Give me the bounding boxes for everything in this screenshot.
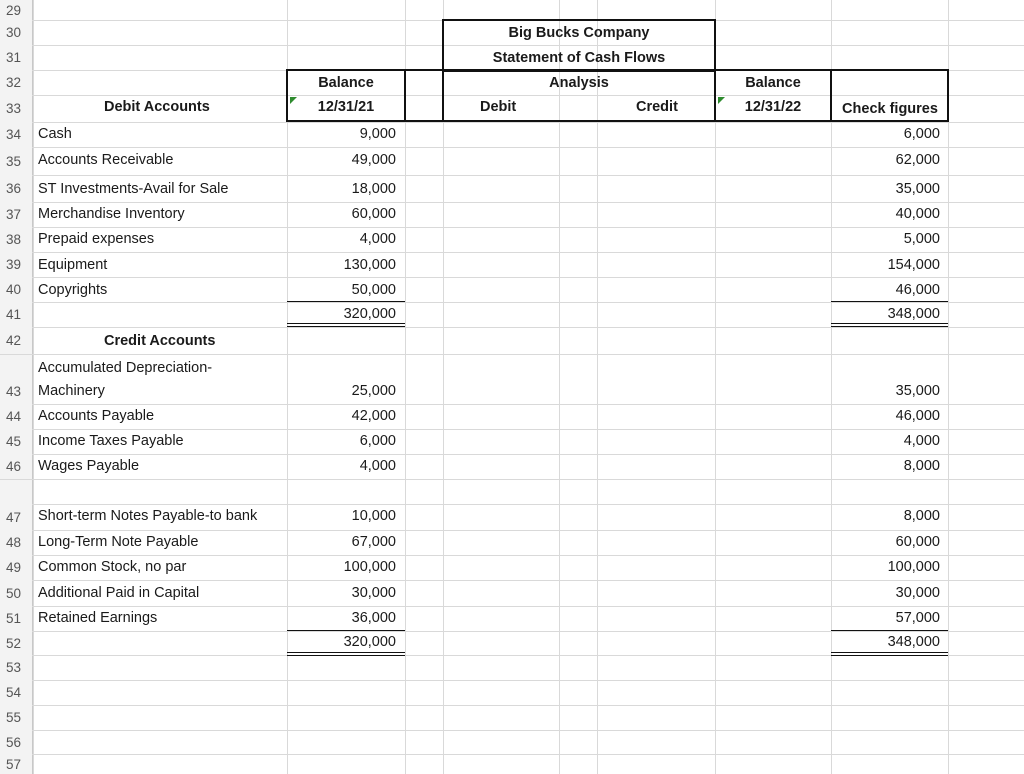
row-number[interactable]: 53 (0, 655, 32, 680)
row-number[interactable]: 56 (0, 730, 32, 754)
total-double-underline (831, 652, 948, 656)
row-number[interactable]: 50 (0, 580, 32, 606)
row-number[interactable]: 55 (0, 705, 32, 730)
row-number[interactable]: 43 (0, 379, 32, 404)
date-21-heading[interactable]: 12/31/21 (317, 99, 375, 115)
row-number[interactable]: 41 (0, 302, 32, 327)
balance-22-heading[interactable]: Balance (745, 75, 801, 91)
check-figure-value[interactable]: 46,000 (895, 282, 940, 298)
row-number[interactable]: 44 (0, 404, 32, 429)
account-name[interactable]: ST Investments-Avail for Sale (38, 181, 229, 197)
row-number[interactable]: 33 (0, 95, 32, 122)
balance-21-value[interactable]: 30,000 (351, 585, 396, 601)
balance-21-value[interactable]: 36,000 (351, 610, 396, 626)
check-figure-value[interactable]: 8,000 (903, 458, 940, 474)
balance-21-value[interactable]: 18,000 (351, 181, 396, 197)
row-number[interactable]: 39 (0, 252, 32, 277)
check-figure-value[interactable]: 8,000 (903, 508, 940, 524)
check-figures-heading[interactable]: Check figures (842, 101, 938, 117)
check-figure-value[interactable]: 35,000 (895, 181, 940, 197)
check-figure-value[interactable]: 154,000 (887, 257, 940, 273)
check-figure-value[interactable]: 46,000 (895, 408, 940, 424)
analysis-heading[interactable]: Analysis (549, 75, 609, 91)
total-double-underline (287, 652, 405, 656)
account-name[interactable]: Accumulated Depreciation- (38, 360, 213, 376)
row-number[interactable]: 32 (0, 70, 32, 95)
row-number[interactable]: 48 (0, 530, 32, 555)
row-number[interactable]: 52 (0, 631, 32, 655)
balance-21-value[interactable]: 25,000 (351, 383, 396, 399)
row-number[interactable]: 57 (0, 754, 32, 774)
row-number[interactable]: 35 (0, 147, 32, 175)
debit-total-22[interactable]: 348,000 (887, 306, 940, 322)
balance-21-value[interactable]: 4,000 (359, 458, 396, 474)
date-22-heading[interactable]: 12/31/22 (744, 99, 802, 115)
blank-header-box (404, 69, 444, 122)
total-underline (287, 630, 405, 631)
check-figure-value[interactable]: 60,000 (895, 534, 940, 550)
check-figure-value[interactable]: 6,000 (903, 126, 940, 142)
row-number[interactable]: 45 (0, 429, 32, 454)
account-name[interactable]: Long-Term Note Payable (38, 534, 199, 550)
account-name[interactable]: Income Taxes Payable (38, 433, 184, 449)
balance-21-value[interactable]: 50,000 (351, 282, 396, 298)
row-number[interactable]: 42 (0, 327, 32, 354)
check-figure-value[interactable]: 100,000 (887, 559, 940, 575)
debit-accounts-heading[interactable]: Debit Accounts (104, 99, 210, 115)
total-underline (831, 630, 948, 631)
account-name[interactable]: Additional Paid in Capital (38, 585, 200, 601)
row-number[interactable]: 37 (0, 202, 32, 227)
check-figure-value[interactable]: 40,000 (895, 206, 940, 222)
balance-21-value[interactable]: 60,000 (351, 206, 396, 222)
check-figure-value[interactable]: 30,000 (895, 585, 940, 601)
row-number[interactable]: 36 (0, 175, 32, 202)
row-number[interactable]: 51 (0, 606, 32, 631)
row-number[interactable]: 47 (0, 504, 32, 530)
balance-21-value[interactable]: 49,000 (351, 152, 396, 168)
total-underline (831, 301, 948, 302)
check-figure-value[interactable]: 62,000 (895, 152, 940, 168)
balance-21-value[interactable]: 9,000 (359, 126, 396, 142)
company-name[interactable]: Big Bucks Company (508, 25, 650, 41)
credit-total-22[interactable]: 348,000 (887, 634, 940, 650)
account-name[interactable]: Merchandise Inventory (38, 206, 185, 222)
account-name[interactable]: Short-term Notes Payable-to bank (38, 508, 258, 524)
row-number[interactable]: 38 (0, 227, 32, 252)
account-name[interactable]: Accounts Receivable (38, 152, 174, 168)
balance-21-value[interactable]: 130,000 (343, 257, 396, 273)
credit-accounts-heading[interactable]: Credit Accounts (104, 333, 216, 349)
debit-heading[interactable]: Debit (480, 99, 517, 115)
row-number[interactable]: 30 (0, 20, 32, 45)
row-number[interactable]: 40 (0, 277, 32, 302)
account-name[interactable]: Accounts Payable (38, 408, 155, 424)
check-figure-value[interactable]: 4,000 (903, 433, 940, 449)
balance-21-value[interactable]: 42,000 (351, 408, 396, 424)
row-number[interactable]: 31 (0, 45, 32, 70)
account-name[interactable]: Common Stock, no par (38, 559, 187, 575)
account-name[interactable]: Retained Earnings (38, 610, 158, 626)
account-name[interactable]: Equipment (38, 257, 108, 273)
account-name[interactable]: Wages Payable (38, 458, 140, 474)
total-double-underline (287, 323, 405, 327)
account-name[interactable]: Copyrights (38, 282, 108, 298)
account-name[interactable]: Machinery (38, 383, 105, 399)
statement-title[interactable]: Statement of Cash Flows (492, 50, 666, 66)
row-number[interactable]: 34 (0, 122, 32, 147)
total-underline (287, 301, 405, 302)
account-name[interactable]: Cash (38, 126, 72, 142)
row-number[interactable]: 29 (0, 0, 32, 20)
balance-21-heading[interactable]: Balance (318, 75, 374, 91)
balance-21-value[interactable]: 4,000 (359, 231, 396, 247)
credit-heading[interactable]: Credit (636, 99, 678, 115)
balance-21-value[interactable]: 10,000 (351, 508, 396, 524)
balance-21-value[interactable]: 100,000 (343, 559, 396, 575)
check-figure-value[interactable]: 35,000 (895, 383, 940, 399)
total-double-underline (831, 323, 948, 327)
row-number[interactable]: 49 (0, 555, 32, 580)
check-figure-value[interactable]: 57,000 (895, 610, 940, 626)
check-figure-value[interactable]: 5,000 (903, 231, 940, 247)
account-name[interactable]: Prepaid expenses (38, 231, 155, 247)
credit-total-21[interactable]: 320,000 (343, 634, 396, 650)
balance-21-value[interactable]: 6,000 (359, 433, 396, 449)
row-number[interactable]: 54 (0, 680, 32, 705)
balance-21-value[interactable]: 67,000 (351, 534, 396, 550)
debit-total-21[interactable]: 320,000 (343, 306, 396, 322)
row-number[interactable]: 46 (0, 454, 32, 479)
